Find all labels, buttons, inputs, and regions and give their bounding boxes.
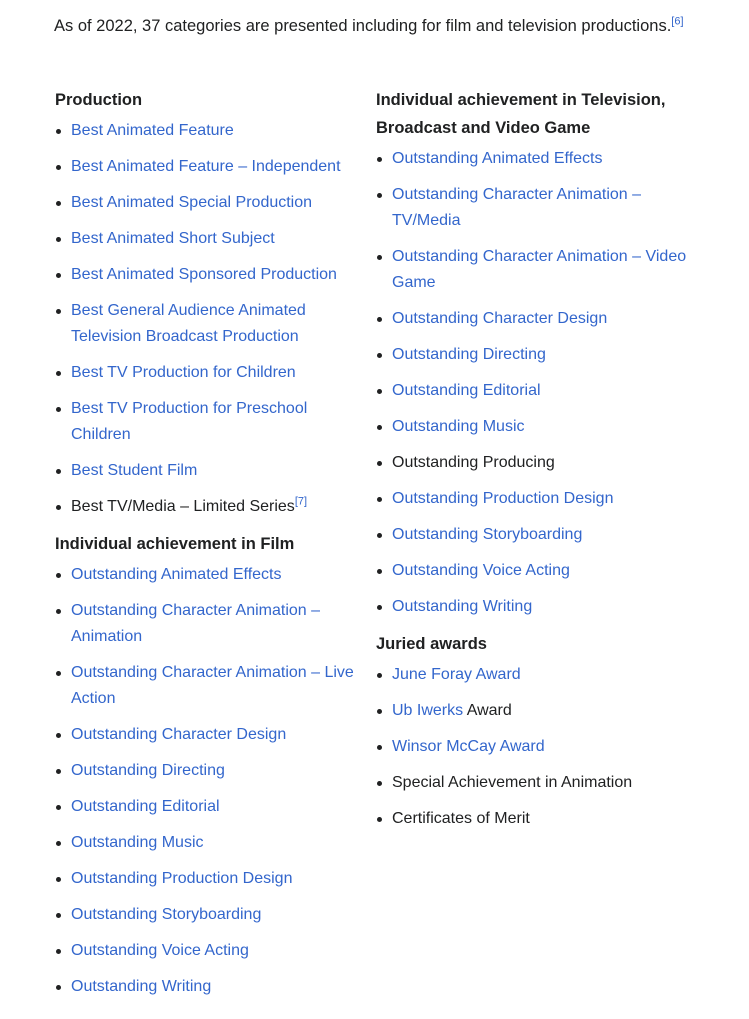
bullet-icon xyxy=(56,201,61,206)
section-heading: Juried awards xyxy=(376,635,487,653)
category-link-ub-iwerks[interactable]: Ub Iwerks xyxy=(392,702,464,719)
category-link-best-animated-special-production[interactable]: Best Animated Special Production xyxy=(71,194,313,211)
list-item xyxy=(376,182,706,234)
bullet-icon xyxy=(56,165,61,170)
left-column xyxy=(55,86,365,1010)
bullet-icon xyxy=(56,913,61,918)
category-link-outstanding-character-animation-animation[interactable]: Outstanding Character Animation – Animation xyxy=(71,602,321,645)
list-item xyxy=(376,594,706,620)
list-item xyxy=(55,866,365,892)
bullet-icon xyxy=(56,505,61,510)
category-link-outstanding-character-animation-video-game[interactable]: Outstanding Character Animation – Video Game xyxy=(392,248,687,291)
list-item xyxy=(376,450,706,476)
bullet-icon xyxy=(56,371,61,376)
list-item xyxy=(55,262,365,288)
category-link-outstanding-animated-effects[interactable]: Outstanding Animated Effects xyxy=(392,150,603,167)
category-list xyxy=(55,118,365,520)
list-item xyxy=(376,558,706,584)
bullet-icon xyxy=(377,745,382,750)
category-link-outstanding-directing[interactable]: Outstanding Directing xyxy=(71,762,225,779)
category-link-outstanding-animated-effects[interactable]: Outstanding Animated Effects xyxy=(71,566,282,583)
category-link-outstanding-storyboarding[interactable]: Outstanding Storyboarding xyxy=(71,906,262,923)
bullet-icon xyxy=(56,985,61,990)
bullet-icon xyxy=(377,673,382,678)
bullet-icon xyxy=(56,129,61,134)
bullet-icon xyxy=(56,949,61,954)
list-item xyxy=(55,118,365,144)
category-link-outstanding-voice-acting[interactable]: Outstanding Voice Acting xyxy=(71,942,249,959)
category-link-outstanding-storyboarding[interactable]: Outstanding Storyboarding xyxy=(392,526,583,543)
category-suffix: Award xyxy=(463,702,512,719)
bullet-icon xyxy=(377,497,382,502)
citation-link[interactable]: [7] xyxy=(294,495,308,508)
list-item xyxy=(376,522,706,548)
category-link-outstanding-character-animation-live-action[interactable]: Outstanding Character Animation – Live Action xyxy=(71,664,354,707)
list-item xyxy=(376,486,706,512)
bullet-icon xyxy=(56,237,61,242)
bullet-icon xyxy=(56,609,61,614)
category-link-outstanding-production-design[interactable]: Outstanding Production Design xyxy=(71,870,293,887)
category-text-best-tv-media-limited-series: Best TV/Media – Limited Series xyxy=(71,498,295,515)
bullet-icon xyxy=(377,255,382,260)
list-item xyxy=(376,698,706,724)
list-item xyxy=(55,458,365,484)
right-column xyxy=(376,86,706,842)
list-item xyxy=(55,722,365,748)
bullet-icon xyxy=(56,877,61,882)
list-item xyxy=(55,298,365,350)
category-link-outstanding-music[interactable]: Outstanding Music xyxy=(71,834,204,851)
category-link-outstanding-editorial[interactable]: Outstanding Editorial xyxy=(392,382,541,399)
category-link-best-student-film[interactable]: Best Student Film xyxy=(71,462,198,479)
bullet-icon xyxy=(377,781,382,786)
category-link-best-animated-short-subject[interactable]: Best Animated Short Subject xyxy=(71,230,275,247)
list-item xyxy=(55,598,365,650)
list-item xyxy=(55,396,365,448)
list-item xyxy=(376,806,706,832)
bullet-icon xyxy=(56,805,61,810)
list-item xyxy=(55,830,365,856)
list-item xyxy=(55,758,365,784)
category-link-outstanding-editorial[interactable]: Outstanding Editorial xyxy=(71,798,220,815)
bullet-icon xyxy=(56,573,61,578)
bullet-icon xyxy=(377,353,382,358)
category-link-best-tv-production-for-preschool-children[interactable]: Best TV Production for Preschool Children xyxy=(71,400,308,443)
category-link-best-tv-production-for-children[interactable]: Best TV Production for Children xyxy=(71,364,296,381)
bullet-icon xyxy=(377,817,382,822)
category-text-outstanding-producing: Outstanding Producing xyxy=(392,454,555,471)
list-item xyxy=(55,154,365,180)
intro-paragraph xyxy=(54,12,714,40)
category-text-certificates-of-merit: Certificates of Merit xyxy=(392,810,530,827)
category-link-outstanding-directing[interactable]: Outstanding Directing xyxy=(392,346,546,363)
bullet-icon xyxy=(56,671,61,676)
category-text-special-achievement-in-animation: Special Achievement in Animation xyxy=(392,774,633,791)
list-item xyxy=(55,660,365,712)
bullet-icon xyxy=(56,309,61,314)
list-item xyxy=(55,360,365,386)
list-item xyxy=(376,146,706,172)
list-item xyxy=(376,244,706,296)
bullet-icon xyxy=(377,157,382,162)
bullet-icon xyxy=(377,709,382,714)
category-link-outstanding-character-design[interactable]: Outstanding Character Design xyxy=(71,726,287,743)
bullet-icon xyxy=(377,533,382,538)
category-link-best-animated-feature[interactable]: Best Animated Feature xyxy=(71,122,234,139)
bullet-icon xyxy=(56,841,61,846)
category-link-best-general-audience-animated-television-broadcast-production[interactable]: Best General Audience Animated Television Broadcast Production xyxy=(71,302,306,345)
category-link-june-foray-award[interactable]: June Foray Award xyxy=(392,666,521,683)
list-item xyxy=(376,770,706,796)
bullet-icon xyxy=(56,469,61,474)
list-item xyxy=(55,190,365,216)
bullet-icon xyxy=(56,407,61,412)
list-item xyxy=(376,306,706,332)
list-item xyxy=(376,414,706,440)
category-link-winsor-mccay-award[interactable]: Winsor McCay Award xyxy=(392,738,545,755)
intro-citation-link[interactable]: [6] xyxy=(671,15,684,28)
bullet-icon xyxy=(377,425,382,430)
bullet-icon xyxy=(56,769,61,774)
category-link-outstanding-production-design[interactable]: Outstanding Production Design xyxy=(392,490,614,507)
category-link-best-animated-feature-independent[interactable]: Best Animated Feature – Independent xyxy=(71,158,341,175)
bullet-icon xyxy=(377,317,382,322)
section-heading: Production xyxy=(55,91,143,109)
bullet-icon xyxy=(377,569,382,574)
list-item xyxy=(55,794,365,820)
bullet-icon xyxy=(377,193,382,198)
category-link-outstanding-writing[interactable]: Outstanding Writing xyxy=(71,978,212,995)
category-link-outstanding-writing[interactable]: Outstanding Writing xyxy=(392,598,533,615)
category-link-best-animated-sponsored-production[interactable]: Best Animated Sponsored Production xyxy=(71,266,337,283)
bullet-icon xyxy=(56,273,61,278)
bullet-icon xyxy=(56,733,61,738)
bullet-icon xyxy=(377,461,382,466)
category-link-outstanding-voice-acting[interactable]: Outstanding Voice Acting xyxy=(392,562,570,579)
bullet-icon xyxy=(377,605,382,610)
list-item xyxy=(376,662,706,688)
category-link-outstanding-music[interactable]: Outstanding Music xyxy=(392,418,525,435)
list-item xyxy=(55,494,365,520)
list-item xyxy=(376,342,706,368)
category-list xyxy=(376,662,706,832)
list-item xyxy=(55,974,365,1000)
section-heading: Individual achievement in Television, Broadcast and Video Game xyxy=(376,91,666,137)
category-list xyxy=(376,146,706,620)
list-item xyxy=(55,562,365,588)
section-heading: Individual achievement in Film xyxy=(55,535,295,553)
list-item xyxy=(55,226,365,252)
bullet-icon xyxy=(377,389,382,394)
category-list xyxy=(55,562,365,1000)
category-link-outstanding-character-animation-tv-media[interactable]: Outstanding Character Animation – TV/Media xyxy=(392,186,642,229)
intro-text: As of 2022, 37 categories are presented including for film and television productions. xyxy=(54,17,672,35)
list-item xyxy=(376,734,706,760)
list-item xyxy=(55,938,365,964)
list-item xyxy=(376,378,706,404)
category-link-outstanding-character-design[interactable]: Outstanding Character Design xyxy=(392,310,608,327)
list-item xyxy=(55,902,365,928)
